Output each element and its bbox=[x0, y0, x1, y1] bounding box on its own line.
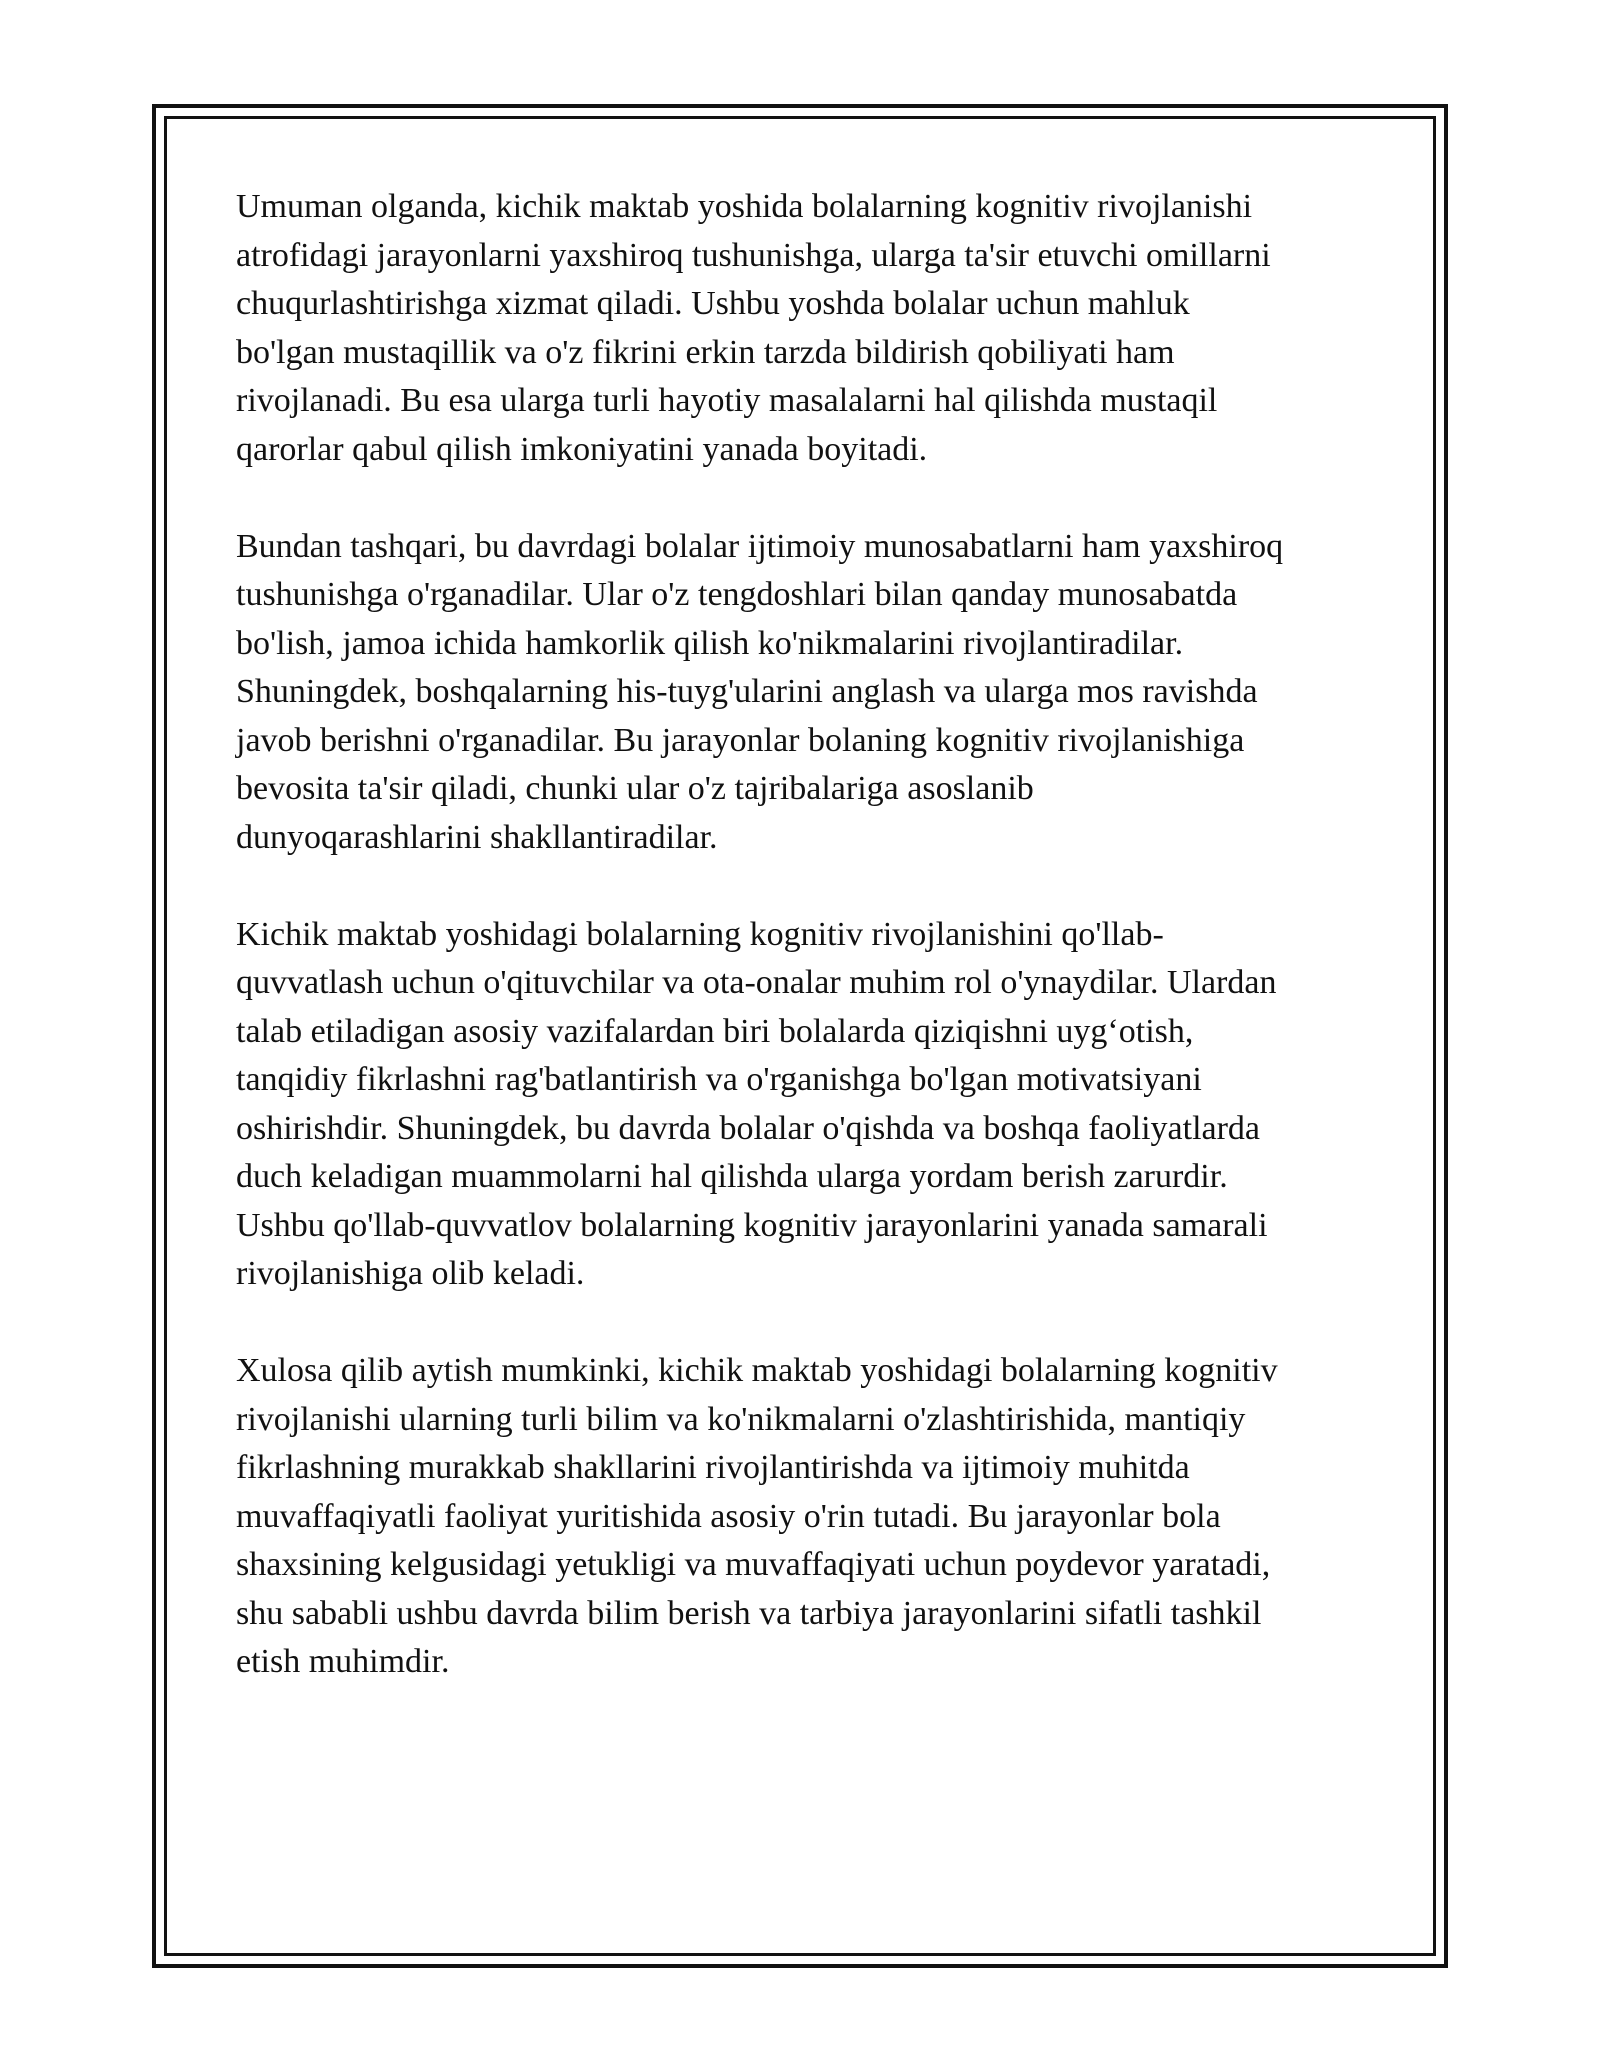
paragraph-4: Xulosa qilib aytish mumkinki, kichik maktab yoshidagi bolalarning kognitiv rivojlanishi ularning turli bilim va ko'nikmalarni o'zlashtirishida, mantiqiy fikrlashning murakkab shakllarini rivojlantirishda va ijtimoiy muhitda muvaffaqiyatli faoliyat yuritishida asosiy o'rin tutadi. Bu jarayonlar bola shaxsining kelgusidagi yetukligi va muvaffaqiyati uchun poydevor yaratadi, shu sababli ushbu davrda bilim berish va tarbiya jarayonlarini sifatli tashkil etish muhimdir. bbox=[236, 1352, 1278, 1680]
paragraph-2: Bundan tashqari, bu davrdagi bolalar ijtimoiy munosabatlarni ham yaxshiroq tushunishga o'rganadilar. Ular o'z tengdoshlari bilan qanday munosabatda bo'lish, jamoa ichida hamkorlik qilish ko'nikmalarini rivojlantiradilar. Shuningdek, boshqalarning his-tuyg'ularini anglash va ularga mos ravishda javob berishni o'rganadilar. Bu jarayonlar bolaning kognitiv rivojlanishiga bevosita ta'sir qiladi, chunki ular o'z tajribalariga asoslanib dunyoqarashlarini shakllantiradilar. bbox=[236, 527, 1284, 856]
document-body bbox=[236, 183, 1376, 1735]
paragraph-3: Kichik maktab yoshidagi bolalarning kognitiv rivojlanishini qo'llab- quvvatlash uchun o'qituvchilar va ota-onalar muhim rol o'ynaydilar. Ulardan talab etiladigan asosiy vazifalardan biri bolalarda qiziqishni uyg‘otish, tanqidiy fikrlashni rag'batlantirish va o'rganishga bo'lgan motivatsiyani oshirishdir. Shuningdek, bu davrda bolalar o'qishda va boshqa faoliyatlarda duch keladigan muammolarni hal qilishda ularga yordam berish zarurdir. Ushbu qo'llab-quvvatlov bolalarning kognitiv jarayonlarini yanada samarali rivojlanishiga olib keladi. bbox=[236, 915, 1277, 1292]
paragraph-1: Umuman olganda, kichik maktab yoshida bolalarning kognitiv rivojlanishi atrofidagi jarayonlarni yaxshiroq tushunishga, ularga ta'sir etuvchi omillarni chuqurlashtirishga xizmat qiladi. Ushbu yoshda bolalar uchun mahluk bo'lgan mustaqillik va o'z fikrini erkin tarzda bildirish qobiliyati ham rivojlanadi. Bu esa ularga turli hayotiy masalalarni hal qilishda mustaqil qarorlar qabul qilish imkoniyatini yanada boyitadi. bbox=[236, 188, 1271, 468]
